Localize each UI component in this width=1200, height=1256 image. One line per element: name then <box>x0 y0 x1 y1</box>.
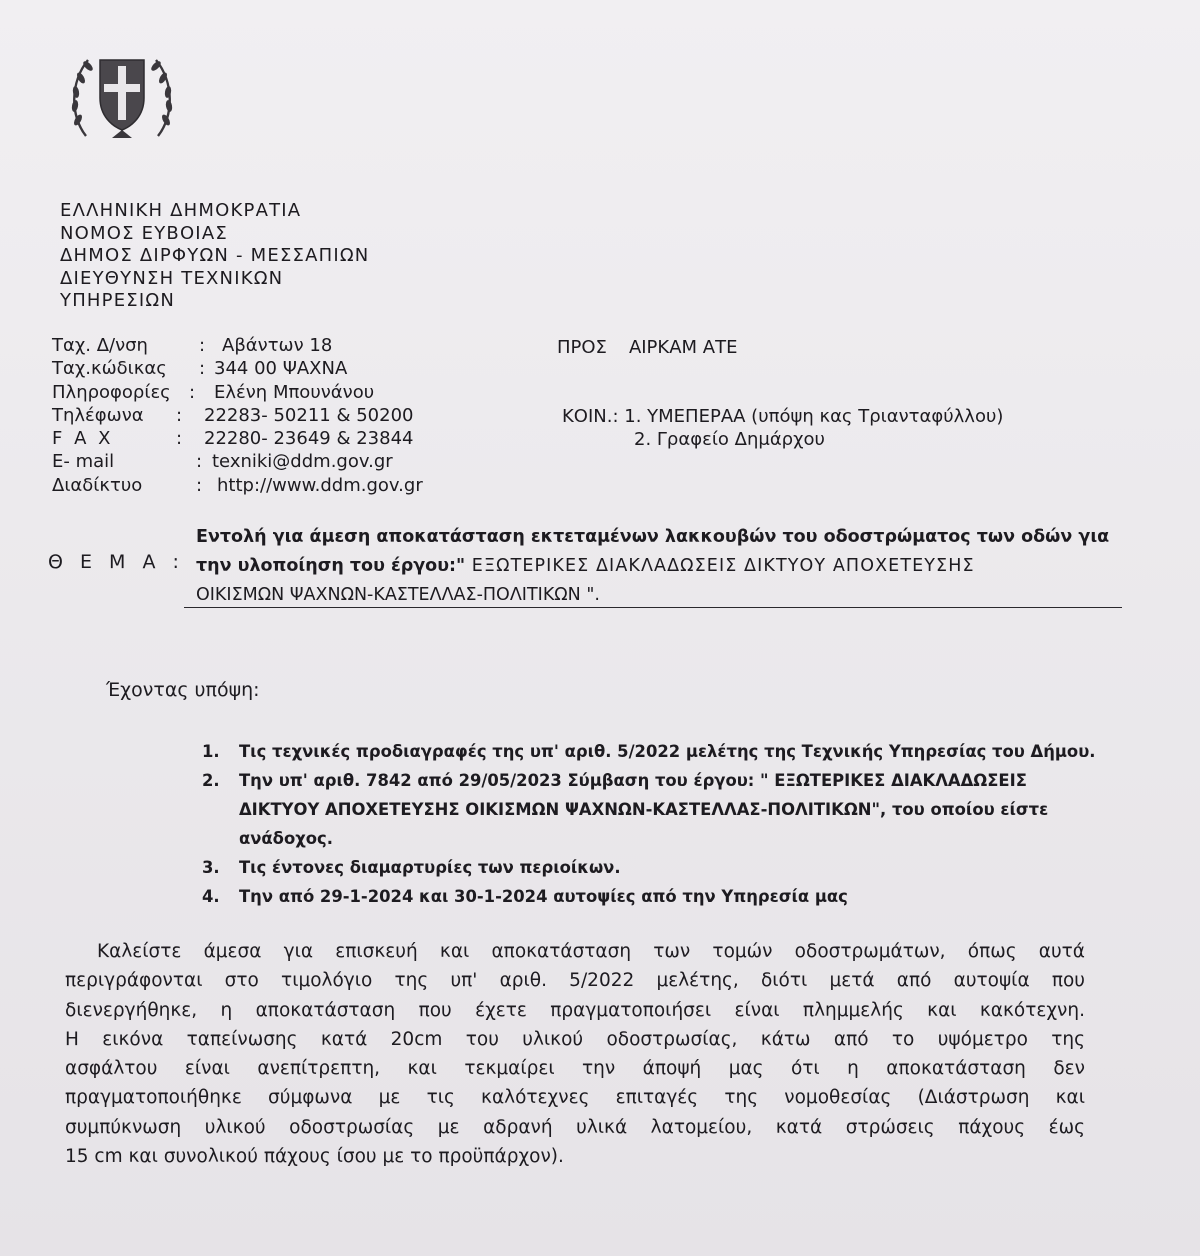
contact-value: Ελένη Μπουνάνου <box>214 381 375 403</box>
recipient <box>557 337 737 358</box>
subject-line <box>196 552 1116 581</box>
list-item-text: ανάδοχος. <box>239 829 333 848</box>
header-line: ΕΛΛΗΝΙΚΗ ΔΗΜΟΚΡΑΤΙΑ <box>60 200 302 221</box>
contact-value: 22280- 23649 & 23844 <box>204 428 414 450</box>
list-item-text: ΔΙΚΤΥΟΥ ΑΠΟΧΕΤΕΥΣΗΣ ΟΙΚΙΣΜΩΝ ΨΑΧΝΩΝ-ΚΑΣΤΕΛΛΑΣ-ΠΟΛΙΤΙΚΩΝ", του οποίου είστε <box>239 800 1049 819</box>
header-line: ΔΗΜΟΣ ΔΙΡΦΥΩΝ - ΜΕΣΣΑΠΙΩΝ <box>60 245 370 266</box>
contact-value: http://www.ddm.gov.gr <box>217 474 423 496</box>
header-line: ΔΙΕΥΘΥΝΣΗ ΤΕΧΝΙΚΩΝ <box>60 267 284 289</box>
cc-item: 2. Γραφείο Δημάρχου <box>634 429 825 450</box>
contact-value: Αβάντων 18 <box>222 335 333 356</box>
subject-underline <box>184 607 1122 608</box>
subject-label: Θ Ε Μ Α : <box>48 551 185 573</box>
recipient-name: ΑΙΡΚΑΜ ΑΤΕ <box>628 337 738 358</box>
header-line: ΥΠΗΡΕΣΙΩΝ <box>60 290 175 311</box>
contact-separator: : <box>189 381 196 403</box>
issuing-authority-header <box>60 200 369 313</box>
body-line: διενεργήθηκε, η αποκατάσταση που έχετε πραγματοποιήσει είναι πλημμελής και κακότεχνη. <box>65 999 1085 1021</box>
contact-separator: : <box>199 358 206 380</box>
contact-separator: : <box>199 335 206 356</box>
list-item-number: 2. <box>202 771 220 790</box>
body-line: Καλείστε άμεσα για επισκευή και αποκατάσταση των τομών οδοστρωμάτων, όπως αυτά <box>97 941 1085 962</box>
header-line: ΝΟΜΟΣ ΕΥΒΟΙΑΣ <box>60 222 228 244</box>
contact-label: Ταχ.κώδικας <box>52 358 167 380</box>
subject-line: ΟΙΚΙΣΜΩΝ ΨΑΧΝΩΝ-ΚΑΣΤΕΛΛΑΣ-ΠΟΛΙΤΙΚΩΝ ". <box>196 585 600 605</box>
subject-line: Εντολή για άμεση αποκατάσταση εκτεταμένων λακκουβών του οδοστρώματος των οδών για <box>196 527 1110 547</box>
list-item <box>202 853 1095 882</box>
contact-value: texniki@ddm.gov.gr <box>212 451 393 473</box>
contact-label: Διαδίκτυο <box>52 474 143 496</box>
list-item-number: 3. <box>202 858 220 877</box>
cc-item: 1. ΥΜΕΠΕΡΑΑ (υπόψη κας Τριανταφύλλου) <box>624 406 1004 427</box>
contact-value: 344 00 ΨΑΧΝΑ <box>214 358 348 380</box>
contact-separator: : <box>176 404 183 426</box>
list-item <box>202 737 1095 766</box>
contact-label: Ταχ. Δ/νση <box>52 335 148 356</box>
contact-label: E- mail <box>52 451 115 473</box>
recipient-label: ΠΡΟΣ <box>557 337 607 358</box>
considerations-list <box>202 737 1095 911</box>
list-item <box>202 766 1095 853</box>
contact-label: F A X <box>52 428 114 450</box>
body-paragraph <box>65 937 1085 1171</box>
list-item-number: 1. <box>202 742 220 761</box>
having-considered-heading: Έχοντας υπόψη: <box>106 679 260 701</box>
subject-line-rest: ΕΞΩΤΕΡΙΚΕΣ ΔΙΑΚΛΑΔΩΣΕΙΣ ΔΙΚΤΥΟΥ ΑΠΟΧΕΤΕΥΣΗΣ <box>465 556 975 576</box>
contact-separator: : <box>196 474 203 496</box>
subject-text <box>196 523 1116 610</box>
contact-separator: : <box>196 451 203 473</box>
contact-label: Πληροφορίες <box>52 381 171 403</box>
body-line: Η εικόνα ταπείνωσης κατά 20cm του υλικού οδοστρωσίας, κάτω από το υψόμετρο της <box>65 1028 1085 1050</box>
body-line: 15 cm και συνολικού πάχους ίσου με το προϋπάρχον). <box>65 1146 564 1168</box>
list-item-text: Την υπ' αριθ. 7842 από 29/05/2023 Σύμβαση του έργου: " ΕΞΩΤΕΡΙΚΕΣ ΔΙΑΚΛΑΔΩΣΕΙΣ <box>239 771 1027 790</box>
body-line: ασφάλτου είναι ανεπίτρεπτη, και τεκμαίρει την άποψή μας ότι η αποκατάσταση δεν <box>65 1058 1085 1080</box>
list-item-text: Την από 29-1-2024 και 30-1-2024 αυτοψίες από την Υπηρεσία μας <box>239 887 848 906</box>
contact-value: 22283- 50211 & 50200 <box>204 404 414 426</box>
body-line: περιγράφονται στο τιμολόγιο της υπ' αριθ. 5/2022 μελέτης, διότι μετά από αυτοψία που <box>65 970 1085 992</box>
list-item-number: 4. <box>202 887 220 906</box>
subject-line-bold: την υλοποίηση του έργου:" <box>196 556 466 576</box>
list-item-text: Τις έντονες διαμαρτυρίες των περιοίκων. <box>239 858 621 877</box>
body-line: πραγματοποιήθηκε σύμφωνα με τις καλότεχνες επιταγές της νομοθεσίας (Διάστρωση και <box>65 1087 1085 1109</box>
contact-label: Τηλέφωνα <box>52 404 144 426</box>
contact-separator: : <box>176 428 183 450</box>
carbon-copy <box>562 405 1003 451</box>
cc-label: ΚΟΙΝ.: <box>562 406 619 427</box>
list-item <box>202 882 1095 911</box>
list-item-text: Τις τεχνικές προδιαγραφές της υπ' αριθ. 5/2022 μελέτης της Τεχνικής Υπηρεσίας του Δήμου. <box>239 742 1096 761</box>
greek-coat-of-arms-emblem <box>66 46 178 144</box>
body-line: συμπύκνωση υλικού οδοστρωσίας με αδρανή υλικά λατομείου, κατά στρώσεις πάχους έως <box>65 1116 1085 1138</box>
